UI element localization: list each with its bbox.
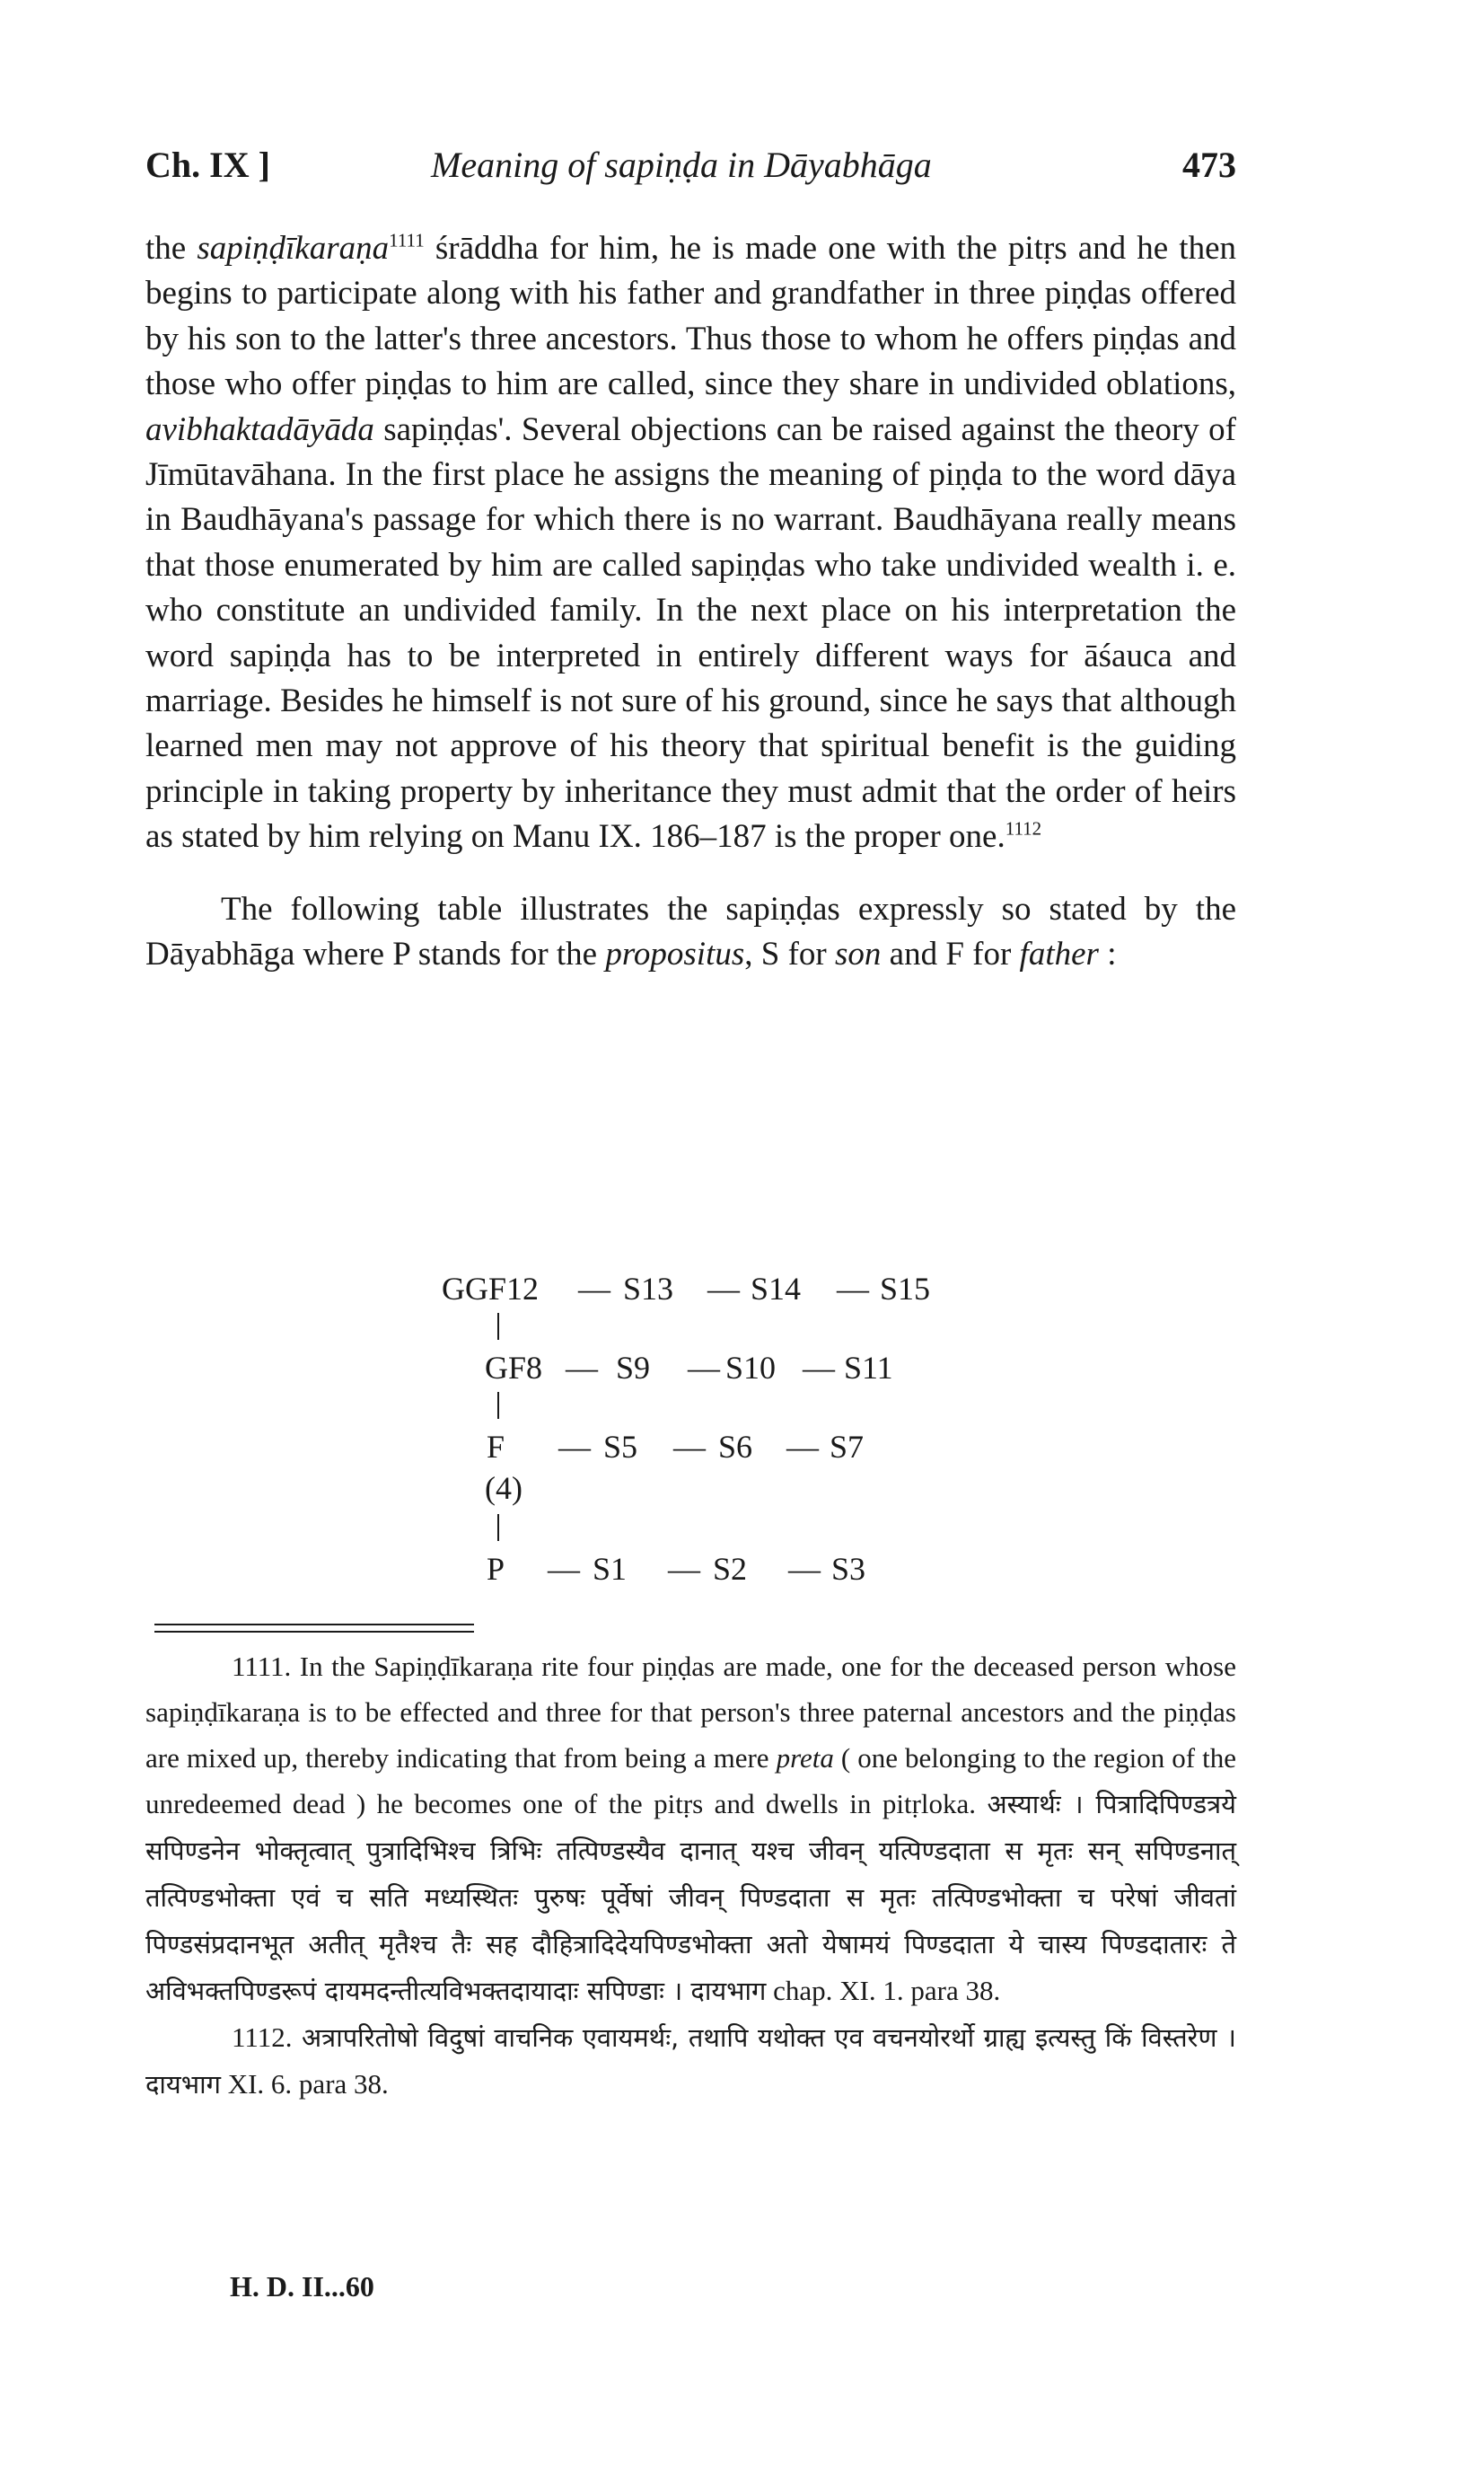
para2-text4: :: [1098, 936, 1117, 973]
footnote-reference: chap. XI. 1. para 38.: [766, 1975, 1001, 2006]
node-f: F: [487, 1429, 505, 1465]
dash: —: [558, 1429, 591, 1465]
dash: —: [707, 1271, 740, 1307]
node-s14: S14: [751, 1271, 802, 1307]
node-s13: S13: [623, 1271, 674, 1307]
para2-term1: propositus: [605, 936, 745, 973]
footnote-ref-1111[interactable]: 1111: [389, 229, 425, 251]
node-gf8: GF8: [485, 1350, 543, 1386]
sapinda-table: [431, 1266, 1005, 1625]
dash: —: [548, 1551, 580, 1587]
para1-term2: avibhaktadāyāda: [145, 410, 374, 448]
dash: —: [673, 1429, 706, 1465]
node-s1: S1: [593, 1551, 628, 1587]
para2-text1: The following table illustrates the sapiṇḍas expressly so stated by the Dāyabhāga where P stands for the: [145, 890, 1236, 973]
footnote-reference: XI. 6. para 38.: [220, 2068, 389, 2100]
node-s9: S9: [616, 1350, 651, 1386]
dash: —: [668, 1551, 700, 1587]
connector-line: [497, 1313, 499, 1340]
footnote-number: 1112.: [232, 2021, 293, 2053]
footnote-rule-bottom: [154, 1631, 474, 1633]
footnote-ref-1112[interactable]: 1112: [1005, 817, 1042, 840]
dash: —: [837, 1271, 869, 1307]
node-s15: S15: [880, 1271, 931, 1307]
sanskrit-quote: अत्रापरितोषो विदुषां वाचनिक एवायमर्थः, तथापि यथोक्त एव वचनयोरर्थो ग्राह्य इत्यस्तु किं विस्तरेण । दायभाग: [145, 2022, 1236, 2100]
footnote-number: 1111.: [232, 1651, 292, 1682]
running-header: [145, 144, 1236, 198]
volume-signature: H. D. II...60: [230, 2270, 374, 2303]
paragraph-2: [145, 887, 1236, 978]
node-s6: S6: [718, 1429, 753, 1465]
node-s10: S10: [725, 1350, 777, 1386]
footnote-text: In the Sapiṇḍīkaraṇa rite four piṇḍas are made, one for the deceased person whose sapiṇḍīkaraṇa is to be effected and three for that person's three paternal ancestors and the piṇḍas are mixed up, thereby indicating that from being a mere: [145, 1651, 1236, 1774]
para2-term3: father: [1019, 936, 1099, 973]
node-s5: S5: [603, 1429, 638, 1465]
footnotes: [145, 1643, 1236, 2108]
chapter-label: Ch. IX ]: [145, 145, 270, 185]
dash: —: [688, 1350, 720, 1386]
para1-text2: sapiṇḍas'. Several objections can be raised against the theory of Jīmūtavāhana. In the first place he assigns the meaning of piṇḍa to the word dāya in Baudhāyana's passage for which there is no warrant. Baudhāyana really means that those enumerated by him are called sapiṇḍas who take undivided wealth i. e. who constitute an undivided family. In the next place on his interpretation the word sapiṇḍa has to be interpreted in entirely different ways for āśauca and marriage. Besides he himself is not sure of his ground, since he says that although learned men may not approve of his theory that spiritual benefit is the guiding principle in taking property by inheritance they must admit that the order of heirs as stated by him relying on Manu IX. 186–187 is the proper one.: [145, 410, 1236, 856]
para2-text2: , S for: [744, 936, 835, 973]
connector-line: [497, 1392, 499, 1419]
para1-text1: śrāddha for him, he is made one with the pitṛs and he then begins to participate along with his father and grandfather in three piṇḍas offered by his son to the latter's three ancestors. Thus those to whom he offers piṇḍas and those who offer piṇḍas to him are called, since they share in undivided oblations,: [145, 230, 1237, 403]
para1-term: sapiṇḍīkaraṇa: [197, 230, 390, 267]
footnote-1111: [145, 1643, 1236, 2014]
dash: —: [786, 1429, 819, 1465]
page-number: 473: [1182, 145, 1236, 185]
para2-term2: son: [834, 936, 882, 973]
main-text: [145, 226, 1236, 978]
node-s2: S2: [713, 1551, 748, 1587]
para1-lead: the: [145, 230, 187, 267]
footnote-text: ( one belonging to the region of the unredeemed dead ) he becomes one of the pitṛs and dwells in pitṛloka.: [145, 1742, 1236, 1819]
footnote-rule-top: [154, 1624, 474, 1625]
paragraph-1: [145, 226, 1236, 860]
footnote-1112: [145, 2014, 1236, 2108]
node-s7: S7: [830, 1429, 865, 1465]
dash: —: [788, 1551, 821, 1587]
dash: —: [803, 1350, 835, 1386]
node-s3: S3: [831, 1551, 866, 1587]
node-s11: S11: [844, 1350, 893, 1386]
sanskrit-quote: अस्यार्थः । पित्रादिपिण्डत्रये सपिण्डनेन भोक्तृत्वात् पुत्रादिभिश्च त्रिभिः तत्पिण्डस्यैव दानात् यश्च जीवन् यत्पिण्डदाता स मृतः सन् सपिण्डनात् तत्पिण्डभोक्ता एवं च सति मध्यस्थितः पुरुषः पूर्वेषां जीवन् पिण्डदाता स मृतः तत्पिण्डभोक्ता च परेषां जीवतां पिण्डसंप्रदानभूत अतीत् मृतैश्च तैः सह दौहित्रादिदेयपिण्डभोक्ता अतो येषामयं पिण्डदाता ये चास्य पिण्डदातारः ते अविभक्तपिण्डरूपं दायमदन्तीत्यविभक्तदायादाः सपिण्डाः । दायभाग: [145, 1789, 1236, 2006]
node-f-number: (4): [485, 1470, 522, 1506]
node-p: P: [487, 1551, 505, 1587]
connector-line: [497, 1514, 499, 1541]
running-title: Meaning of sapiṇḍa in Dāyabhāga: [431, 145, 932, 185]
dash: —: [578, 1271, 610, 1307]
node-ggf12: GGF12: [442, 1271, 540, 1307]
footnote-term: preta: [776, 1742, 834, 1774]
dash: —: [566, 1350, 598, 1386]
para2-text3: and F for: [881, 936, 1020, 973]
